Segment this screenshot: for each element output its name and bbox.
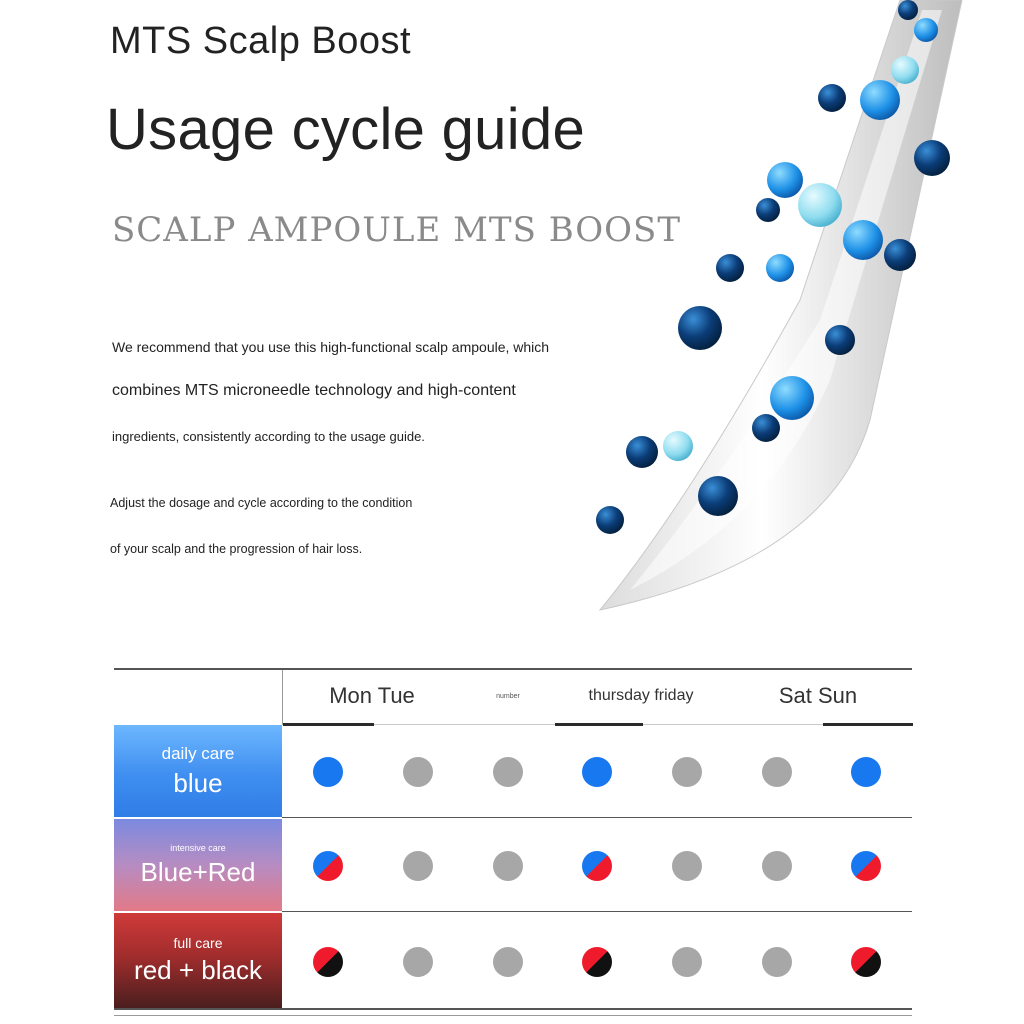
microneedle-illustration (570, 0, 970, 630)
intro-line-4: Adjust the dosage and cycle according to the condition (110, 496, 413, 510)
intro-line-2: combines MTS microneedle technology and high-content (112, 382, 516, 399)
gray-dot (762, 757, 792, 787)
page-subtitle: SCALP AMPOULE MTS BOOST (112, 210, 682, 250)
row-divider (282, 817, 912, 818)
gray-dot (762, 851, 792, 881)
row-label-small: intensive care (170, 842, 226, 853)
row-label-intensive-care (114, 819, 282, 911)
intro-line-1: We recommend that you use this high-functional scalp ampoule, which (112, 339, 550, 355)
row-divider (282, 911, 912, 912)
gray-dot (403, 757, 433, 787)
row-label-small: full care (173, 935, 223, 951)
table-bottom-border (114, 1008, 912, 1010)
blue-dot (313, 757, 343, 787)
gray-dot (672, 947, 702, 977)
row-label-small: daily care (161, 743, 235, 763)
gray-dot (672, 757, 702, 787)
blue-red-dot (582, 851, 612, 881)
blue-dot (582, 757, 612, 787)
row-label-daily-care (114, 725, 282, 817)
intro-line-5: of your scalp and the progression of hair loss. (110, 542, 363, 556)
blue-red-dot (313, 851, 343, 881)
blue-dot (851, 757, 881, 787)
row-label-full-care (114, 913, 282, 1008)
row-label-big: red + black (134, 955, 262, 985)
blue-red-dot (851, 851, 881, 881)
gray-dot (493, 947, 523, 977)
red-black-dot (582, 947, 612, 977)
gray-dot (762, 947, 792, 977)
page-title: Usage cycle guide (106, 97, 586, 162)
brand-name: MTS Scalp Boost (110, 20, 412, 62)
red-black-dot (313, 947, 343, 977)
day-header-row (282, 670, 913, 725)
microneedle-ampoule-icon (570, 0, 970, 630)
row-label-big: Blue+Red (140, 856, 256, 887)
table-bottom-border (114, 1015, 912, 1016)
red-black-dot (851, 947, 881, 977)
gray-dot (403, 851, 433, 881)
day-header-sat-sun: Sat Sun (778, 683, 858, 708)
header-underline (555, 723, 643, 726)
row-label-big: blue (173, 767, 223, 798)
gray-dot (493, 851, 523, 881)
header-underline (823, 723, 913, 726)
day-header-mon-tue: Mon Tue (329, 683, 415, 708)
header-underline (283, 723, 374, 726)
day-header-thu-fri: thursday friday (588, 687, 694, 704)
intro-line-3: ingredients, consistently according to the usage guide. (112, 429, 425, 444)
gray-dot (493, 757, 523, 787)
day-header-number: number (496, 692, 520, 700)
gray-dot (672, 851, 702, 881)
gray-dot (403, 947, 433, 977)
